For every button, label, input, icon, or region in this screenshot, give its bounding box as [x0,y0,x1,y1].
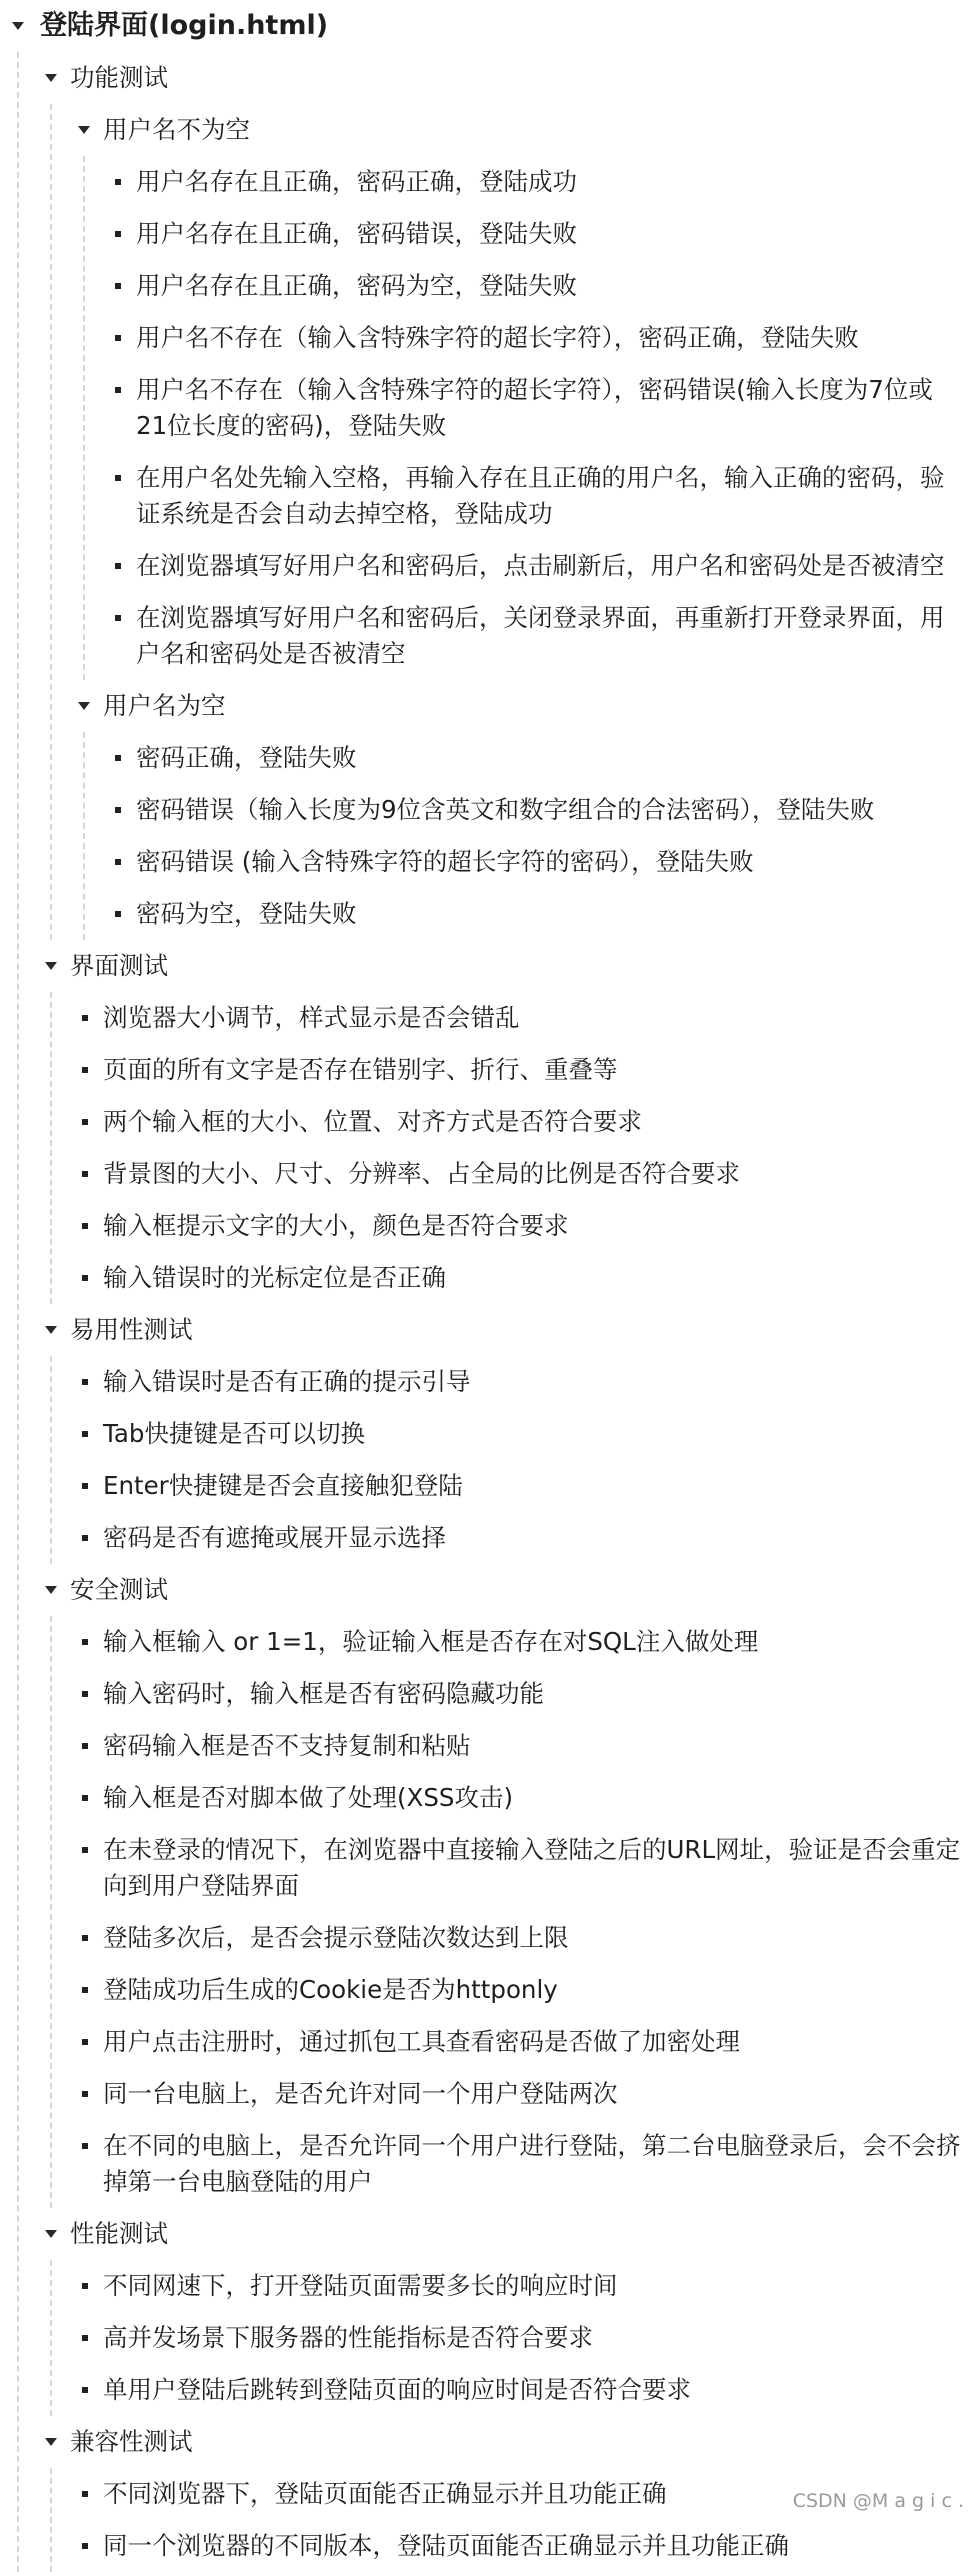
list-item [136,896,357,932]
subsection-1[interactable] [103,688,226,724]
list-item [136,372,933,444]
list-item [136,740,357,776]
csdn-watermark: CSDN @M a g i c . [792,2490,964,2512]
bullet-icon [82,1067,88,1073]
list-item-line: 不同网速下，打开登陆页面需要多长的响应时间 [103,2271,618,2300]
bullet-icon [82,1935,88,1941]
page-title-line: 登陆界面(login.html) [40,10,329,41]
indent-guide [17,52,19,2572]
bullet-icon [82,1535,88,1541]
list-item [103,1156,740,1192]
list-item-line: 密码为空，登陆失败 [136,899,357,928]
bullet-icon [115,859,121,865]
section-3[interactable] [70,1572,168,1608]
section-1-line: 界面测试 [70,951,168,980]
indent-guide [50,2468,52,2572]
list-item-line: 用户点击注册时，通过抓包工具查看密码是否做了加密处理 [103,2027,740,2056]
bullet-icon [115,615,121,621]
list-item [103,1416,365,1452]
list-item [103,1728,471,1764]
list-item [103,1832,960,1904]
list-item-line: 页面的所有文字是否存在错别字、折行、重叠等 [103,1055,618,1084]
section-1[interactable] [70,948,168,984]
list-item-line: 密码输入框是否不支持复制和粘贴 [103,1731,471,1760]
bullet-icon [82,2039,88,2045]
bullet-icon [82,1795,88,1801]
list-item-line: Enter快捷键是否会直接触犯登陆 [103,1471,463,1500]
bullet-icon [82,2335,88,2341]
list-item-line: 在浏览器填写好用户名和密码后，点击刷新后，用户名和密码处是否被清空 [136,551,945,580]
list-item [103,2372,691,2408]
caret-down-icon[interactable] [45,1586,57,1594]
indent-guide [50,1356,52,1564]
list-item-line: 同一台电脑上，是否允许对同一个用户登陆两次 [103,2079,618,2108]
section-4-line: 性能测试 [70,2219,168,2248]
list-item-line: 在用户名处先输入空格，再输入存在且正确的用户名，输入正确的密码，验 [136,463,945,492]
list-item-line: 不同浏览器下，登陆页面能否正确显示并且功能正确 [103,2479,667,2508]
list-item [103,1468,463,1504]
bullet-icon [82,1171,88,1177]
bullet-icon [115,755,121,761]
bullet-icon [115,231,121,237]
list-item-line: 密码是否有遮掩或展开显示选择 [103,1523,446,1552]
bullet-icon [82,2143,88,2149]
list-item-line: 输入框是否对脚本做了处理(XSS攻击) [103,1783,514,1812]
list-item [136,216,577,252]
bullet-icon [82,1483,88,1489]
bullet-icon [82,1119,88,1125]
bullet-icon [82,1275,88,1281]
list-item [103,2320,593,2356]
section-5-line: 兼容性测试 [70,2427,193,2456]
bullet-icon [82,2387,88,2393]
bullet-icon [82,1223,88,1229]
bullet-icon [115,387,121,393]
list-item-line: 密码正确，登陆失败 [136,743,357,772]
bullet-icon [82,1639,88,1645]
list-item [103,2024,740,2060]
list-item [103,1104,642,1140]
list-item-line: 证系统是否会自动去掉空格，登陆成功 [136,499,553,528]
list-item [103,2128,961,2200]
list-item [136,600,945,672]
list-item [103,1208,569,1244]
bullet-icon [115,179,121,185]
list-item-line: 输入错误时的光标定位是否正确 [103,1263,446,1292]
section-2-line: 易用性测试 [70,1315,193,1344]
list-item-line: 用户名存在且正确，密码正确，登陆成功 [136,167,577,196]
indent-guide [83,156,85,680]
bullet-icon [115,807,121,813]
bullet-icon [82,2491,88,2497]
list-item [103,2528,789,2564]
caret-down-icon[interactable] [45,962,57,970]
list-item [103,2268,618,2304]
list-item [103,1972,558,2008]
list-item-line: 密码错误 (输入含特殊字符的超长字符的密码），登陆失败 [136,847,754,876]
bullet-icon [115,335,121,341]
list-item [103,1000,520,1036]
indent-guide [50,992,52,1304]
list-item [103,1624,758,1660]
list-item-line: 用户名不存在（输入含特殊字符的超长字符），密码错误(输入长度为7位或 [136,375,933,404]
list-item-line: 登陆多次后，是否会提示登陆次数达到上限 [103,1923,569,1952]
list-item-line: 输入密码时，输入框是否有密码隐藏功能 [103,1679,544,1708]
list-item [103,2476,667,2512]
list-item-line: 输入框输入 or 1=1，验证输入框是否存在对SQL注入做处理 [103,1627,759,1656]
section-0-line: 功能测试 [70,63,168,92]
list-item [136,164,577,200]
list-item-line: 掉第一台电脑登陆的用户 [103,2167,373,2196]
bullet-icon [82,2283,88,2289]
bullet-icon [82,2091,88,2097]
list-item-line: 高并发场景下服务器的性能指标是否符合要求 [103,2323,593,2352]
caret-down-icon[interactable] [45,2230,57,2238]
list-item [103,1260,446,1296]
bullet-icon [82,1987,88,1993]
list-item [103,2076,618,2112]
indent-guide [50,2260,52,2416]
indent-guide [50,1616,52,2208]
subsection-0[interactable] [103,112,250,148]
list-item-line: Tab快捷键是否可以切换 [103,1419,365,1448]
list-item [103,1780,513,1816]
list-item-line: 用户名存在且正确，密码错误，登陆失败 [136,219,577,248]
bullet-icon [82,1015,88,1021]
section-2[interactable] [70,1312,193,1348]
list-item-line: 登陆成功后生成的Cookie是否为httponly [103,1975,558,2004]
list-item [103,1052,618,1088]
list-item-line: 用户名存在且正确，密码为空，登陆失败 [136,271,577,300]
list-item-line: 输入框提示文字的大小，颜色是否符合要求 [103,1211,569,1240]
section-5[interactable] [70,2424,193,2460]
section-4[interactable] [70,2216,168,2252]
list-item [103,1364,471,1400]
list-item-line: 在浏览器填写好用户名和密码后，关闭登录界面，再重新打开登录界面，用 [136,603,945,632]
bullet-icon [115,563,121,569]
bullet-icon [115,475,121,481]
list-item-line: 同一个浏览器的不同版本，登陆页面能否正确显示并且功能正确 [103,2531,789,2560]
bullet-icon [82,1691,88,1697]
subsection-1-line: 用户名为空 [103,691,226,720]
bullet-icon [82,1431,88,1437]
list-item-line: 密码错误（输入长度为9位含英文和数字组合的合法密码），登陆失败 [136,795,875,824]
bullet-icon [82,2543,88,2549]
page-title[interactable] [40,8,328,44]
section-0[interactable] [70,60,168,96]
indent-guide [83,732,85,940]
list-item [136,320,859,356]
list-item-line: 用户名不存在（输入含特殊字符的超长字符），密码正确，登陆失败 [136,323,859,352]
bullet-icon [82,1847,88,1853]
list-item-line: 向到用户登陆界面 [103,1871,299,1900]
bullet-icon [82,1379,88,1385]
list-item [103,1520,446,1556]
list-item [136,548,945,584]
list-item [103,1676,544,1712]
indent-guide [50,104,52,940]
list-item-line: 在未登录的情况下，在浏览器中直接输入登陆之后的URL网址，验证是否会重定 [103,1835,961,1864]
list-item-line: 浏览器大小调节，样式显示是否会错乱 [103,1003,520,1032]
list-item [136,844,754,880]
caret-down-icon[interactable] [78,126,90,134]
caret-down-icon[interactable] [78,702,90,710]
subsection-0-line: 用户名不为空 [103,115,250,144]
list-item-line: 户名和密码处是否被清空 [136,639,406,668]
list-item [136,460,945,532]
caret-down-icon[interactable] [45,1326,57,1334]
bullet-icon [82,1743,88,1749]
list-item-line: 单用户登陆后跳转到登陆页面的响应时间是否符合要求 [103,2375,691,2404]
list-item-line: 在不同的电脑上，是否允许同一个用户进行登陆，第二台电脑登录后，会不会挤 [103,2131,961,2160]
list-item [103,1920,569,1956]
caret-down-icon[interactable] [12,22,24,30]
list-item [136,268,577,304]
bullet-icon [115,283,121,289]
list-item [136,792,874,828]
bullet-icon [115,911,121,917]
list-item-line: 两个输入框的大小、位置、对齐方式是否符合要求 [103,1107,642,1136]
list-item-line: 21位长度的密码)，登陆失败 [136,411,447,440]
caret-down-icon[interactable] [45,2438,57,2446]
section-3-line: 安全测试 [70,1575,168,1604]
list-item-line: 输入错误时是否有正确的提示引导 [103,1367,471,1396]
caret-down-icon[interactable] [45,74,57,82]
list-item-line: 背景图的大小、尺寸、分辨率、占全局的比例是否符合要求 [103,1159,740,1188]
